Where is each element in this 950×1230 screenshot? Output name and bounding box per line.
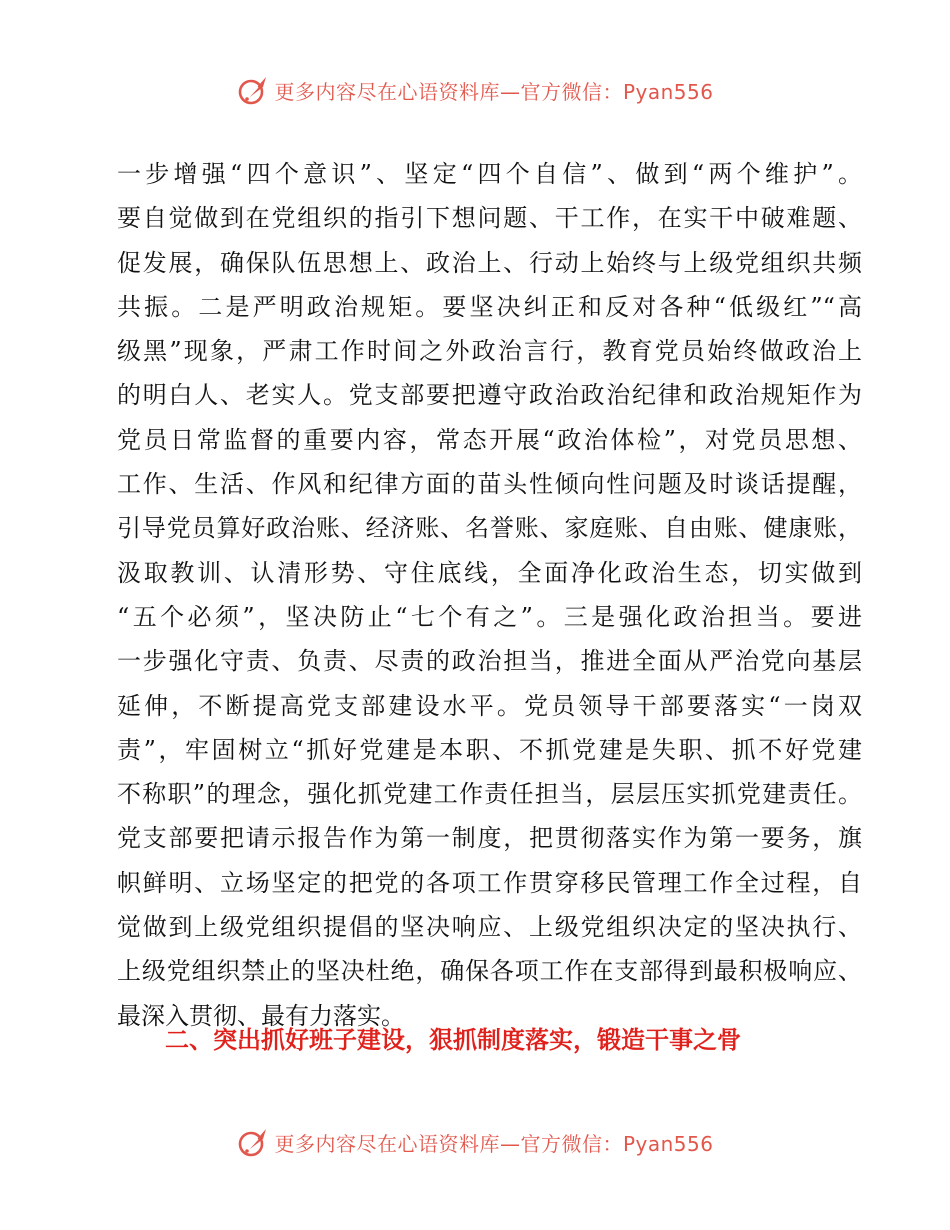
body-line-6: 的明白人、老实人。党支部要把遵守政治政治纪律和政治规矩作为 <box>117 381 862 410</box>
body-line-16: 党支部要把请示报告作为第一制度，把贯彻落实作为第一要务，旗 <box>117 824 862 853</box>
body-line-14: 责”，牢固树立“抓好党建是本职、不抓党建是失职、抓不好党建 <box>117 735 862 764</box>
section-heading: 二、突出抓好班子建设，狠抓制度落实，锻造干事之骨 <box>165 1026 741 1054</box>
body-line-17: 帜鲜明、立场坚定的把党的各项工作贯穿移民管理工作全过程，自 <box>117 868 862 897</box>
body-line-8: 工作、生活、作风和纪律方面的苗头性倾向性问题及时谈话提醒， <box>117 470 862 499</box>
body-line-15: 不称职”的理念，强化抓党建工作责任担当，层层压实抓党建责任。 <box>117 780 862 809</box>
document-body <box>117 152 862 1038</box>
body-line-19: 上级党组织禁止的坚决杜绝，确保各项工作在支部得到最积极响应、 <box>117 957 862 986</box>
body-line-18: 觉做到上级党组织提倡的坚决响应、上级党组织决定的坚决执行、 <box>117 913 862 942</box>
header-banner-text: 更多内容尽在心语资料库—官方微信：Pyan556 <box>274 79 714 104</box>
body-line-12: 一步强化守责、负责、尽责的政治担当，推进全面从严治党向基层 <box>117 647 862 676</box>
body-line-1: 一步增强“四个意识”、坚定“四个自信”、做到“两个维护”。 <box>117 160 862 188</box>
body-line-3: 促发展，确保队伍思想上、政治上、行动上始终与上级党组织共频 <box>117 248 862 277</box>
header-banner <box>0 70 950 110</box>
body-line-11: “五个必须”，坚决防止“七个有之”。三是强化政治担当。要进 <box>117 602 862 631</box>
body-line-5: 级黑”现象，严肃工作时间之外政治言行，教育党员始终做政治上 <box>117 337 862 366</box>
body-line-2: 要自觉做到在党组织的指引下想问题、干工作，在实干中破难题、 <box>117 204 862 233</box>
body-line-20: 最深入贯彻、最有力落实。 <box>117 1001 405 1030</box>
body-line-13: 延伸，不断提高党支部建设水平。党员领导干部要落实“一岗双 <box>117 691 862 720</box>
body-line-7: 党员日常监督的重要内容，常态开展“政治体检”，对党员思想、 <box>117 425 862 454</box>
footer-banner-text: 更多内容尽在心语资料库—官方微信：Pyan556 <box>274 1131 714 1156</box>
body-line-4: 共振。二是严明政治规矩。要坚决纠正和反对各种“低级红”“高 <box>117 292 862 321</box>
quill-pen-logo-icon <box>236 1125 270 1159</box>
body-line-10: 汲取教训、认清形势、守住底线，全面净化政治生态，切实做到 <box>117 558 862 587</box>
footer-banner <box>0 1122 950 1162</box>
body-line-9: 引导党员算好政治账、经济账、名誉账、家庭账、自由账、健康账， <box>117 514 862 543</box>
quill-pen-logo-icon <box>236 73 270 107</box>
